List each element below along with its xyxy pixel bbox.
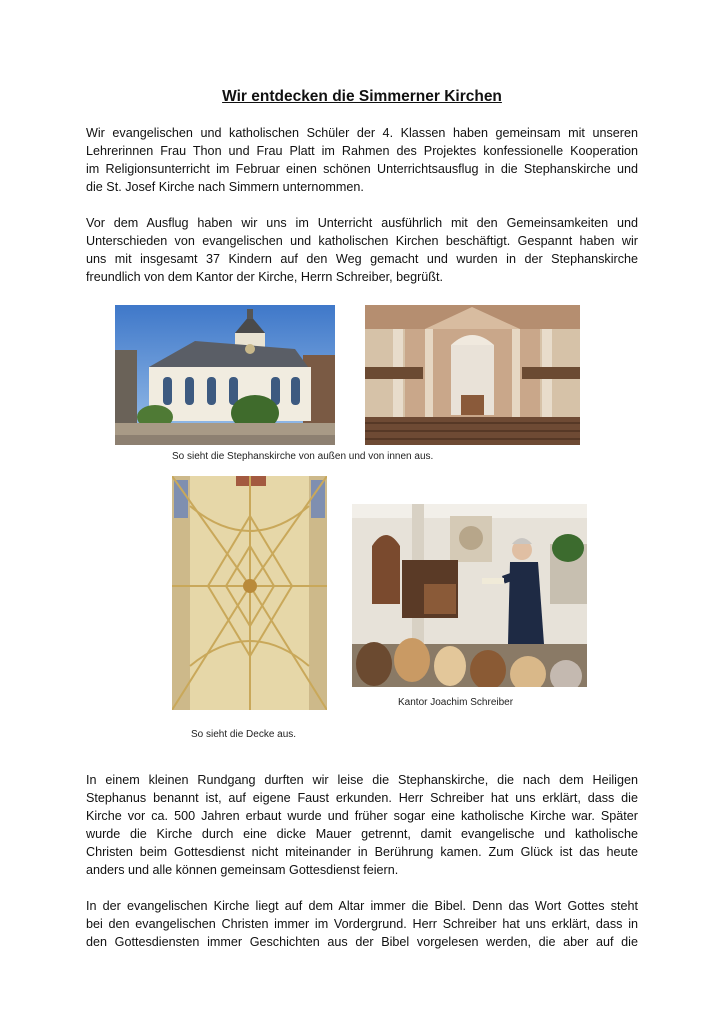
text-line: Unterschieden von evangelischen und katholischen Kirchen beschäftigt. Gespannt haben wir	[86, 234, 638, 248]
caption-ceiling: So sieht die Decke aus.	[191, 729, 297, 740]
text-line: Christen beim Gottesdienst nicht miteinander in Berührung kamen. Zum Glück ist das heute	[86, 845, 638, 859]
kantor-photo	[352, 504, 587, 687]
paragraph-tour	[86, 771, 638, 879]
paragraph-bible	[86, 897, 638, 951]
text-line: anders und alle können gemeinsam Gottesdienst feiern.	[86, 863, 399, 877]
text-line: wurde die Kirche durch eine dicke Mauer getrennt, damit evangelische und katholische	[86, 827, 638, 841]
text-line: Vor dem Ausflug haben wir uns im Unterricht ausführlich mit den Gemeinsamkeiten und	[86, 216, 638, 230]
text-line: Kirche vor ca. 500 Jahren erbaut wurde und früher sogar eine katholische Kirche war. Später	[86, 809, 638, 823]
text-line: freundlich von dem Kantor der Kirche, Herrn Schreiber, begrüßt.	[86, 270, 443, 284]
text-line: Lehrerinnen Frau Thon und Frau Platt im Rahmen des Projektes konfessionelle Kooperation	[86, 144, 638, 158]
text-line: In der evangelischen Kirche liegt auf dem Altar immer die Bibel. Denn das Wort Gottes steht	[86, 899, 638, 913]
text-line: den Gottesdiensten immer Geschichten aus der Bibel vorgelesen werden, die aber auf die	[86, 935, 638, 949]
vaulted-ceiling-photo	[172, 476, 327, 710]
text-line: In einem kleinen Rundgang durften wir leise die Stephanskirche, die nach dem Heiligen	[86, 773, 638, 787]
text-line: bei den evangelischen Christen immer im Vordergrund. Herr Schreiber hat uns erklärt, dass in	[86, 917, 638, 931]
document-title: Wir entdecken die Simmerner Kirchen	[222, 88, 502, 105]
paragraph-preparation	[86, 214, 638, 286]
text-line: Wir evangelischen und katholischen Schüler der 4. Klassen haben gemeinsam mit unseren	[86, 126, 638, 140]
caption-church: So sieht die Stephanskirche von außen und von innen aus.	[172, 451, 434, 462]
text-line: die St. Josef Kirche nach Simmern unternommen.	[86, 180, 364, 194]
text-line: uns mit insgesamt 37 Kindern auf den Weg gemacht und wurden in der Stephanskirche	[86, 252, 638, 266]
church-interior-photo	[365, 305, 580, 445]
paragraph-intro	[86, 124, 638, 196]
text-line: Stephanus benannt ist, auf eigene Faust erkunden. Herr Schreiber hat uns erklärt, dass die	[86, 791, 638, 805]
text-line: im Religionsunterricht im Februar einen schönen Unterrichtsausflug in die Stephanskirche und	[86, 162, 638, 176]
church-exterior-photo	[115, 305, 335, 445]
caption-kantor: Kantor Joachim Schreiber	[398, 697, 514, 708]
